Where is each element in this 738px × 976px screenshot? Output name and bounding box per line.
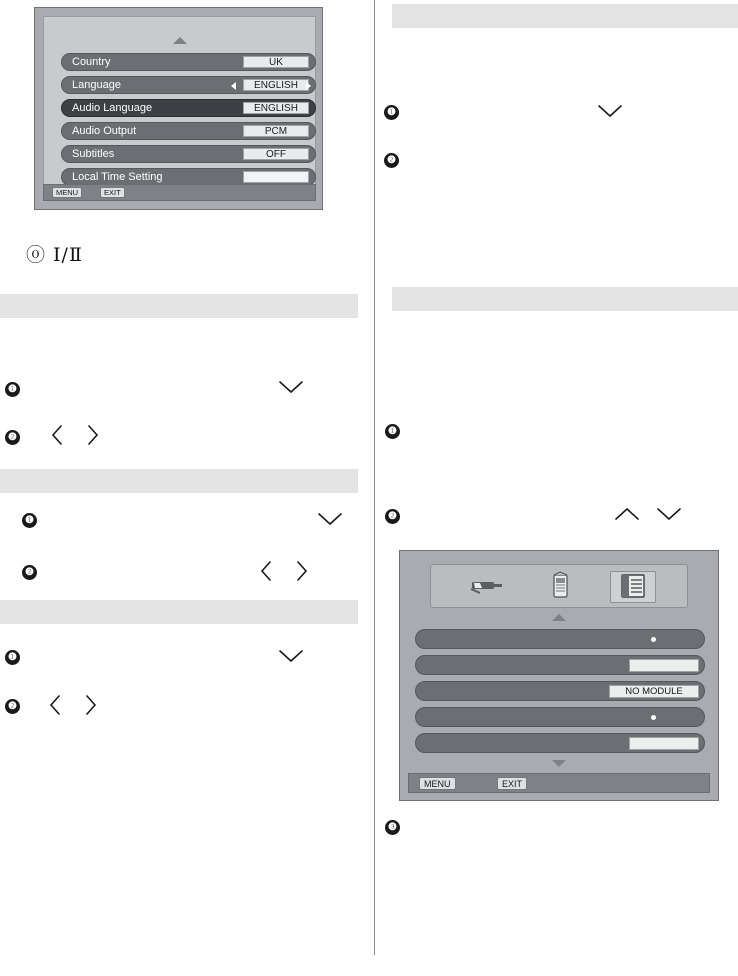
install-row-1[interactable] — [415, 629, 705, 649]
menu-row-value[interactable]: OFF — [243, 148, 309, 160]
menu-row-audio-language[interactable] — [61, 99, 316, 117]
step-number-2: ❷ — [5, 699, 20, 714]
installation-menu-screenshot — [399, 550, 719, 801]
step-number-1: ❶ — [5, 650, 20, 665]
chevron-down-icon — [317, 511, 343, 527]
chevron-down-icon — [278, 379, 304, 395]
tab-cam-module[interactable] — [537, 571, 583, 603]
radio-indicator — [651, 715, 656, 720]
adjust-right-arrow-icon[interactable] — [306, 82, 311, 90]
menu-key-button[interactable]: MENU — [52, 187, 82, 198]
exit-key-button[interactable]: EXIT — [497, 777, 527, 790]
menu-row-subtitles[interactable] — [61, 145, 316, 163]
menu-row-value[interactable] — [243, 171, 309, 183]
section-bar-3 — [0, 600, 358, 624]
chevron-down-icon — [597, 103, 623, 119]
menu-row-audio-output[interactable] — [61, 122, 316, 140]
step-number-2: ❷ — [22, 565, 37, 580]
install-row-value[interactable] — [629, 659, 699, 672]
sound-select-icon: ⓞ I/Ⅱ — [26, 244, 83, 266]
chevron-down-icon — [278, 648, 304, 664]
menu-row-label: Language — [72, 79, 121, 91]
menu-row-label: Audio Language — [72, 102, 153, 114]
menu-row-value[interactable]: ENGLISH — [243, 102, 309, 114]
menu-row-language[interactable] — [61, 76, 316, 94]
install-row-5[interactable] — [415, 733, 705, 753]
menu-row-label: Local Time Setting — [72, 171, 163, 183]
chevron-right-icon — [82, 694, 98, 716]
setup-menu-footer — [43, 184, 316, 201]
install-row-value[interactable] — [629, 737, 699, 750]
setup-menu-screenshot — [34, 7, 323, 210]
section-bar-4 — [392, 4, 738, 28]
tab-channel-list[interactable] — [610, 571, 656, 603]
radio-indicator — [651, 637, 656, 642]
scroll-up-arrow-icon[interactable] — [173, 37, 187, 44]
scroll-up-arrow-icon[interactable] — [552, 614, 566, 621]
chevron-right-icon — [293, 560, 309, 582]
menu-tab-strip — [430, 564, 688, 608]
install-row-4[interactable] — [415, 707, 705, 727]
step-number-2: ❷ — [5, 430, 20, 445]
install-row-3[interactable] — [415, 681, 705, 701]
section-bar-1 — [0, 294, 358, 318]
chevron-down-icon — [656, 506, 682, 522]
menu-key-button[interactable]: MENU — [419, 777, 456, 790]
step-number-1: ❶ — [5, 382, 20, 397]
section-bar-2 — [0, 469, 358, 493]
step-number-2: ❷ — [385, 509, 400, 524]
step-number-1: ❶ — [22, 513, 37, 528]
chevron-right-icon — [84, 424, 100, 446]
adjust-left-arrow-icon[interactable] — [231, 82, 236, 90]
section-bar-5 — [392, 287, 738, 311]
exit-key-button[interactable]: EXIT — [100, 187, 125, 198]
menu-row-country[interactable] — [61, 53, 316, 71]
install-row-value[interactable]: NO MODULE — [609, 685, 699, 698]
step-number-2: ❷ — [384, 153, 399, 168]
chevron-left-icon — [259, 560, 275, 582]
chevron-up-icon — [614, 506, 640, 522]
list-icon — [611, 572, 655, 600]
menu-row-value[interactable]: PCM — [243, 125, 309, 137]
tab-tuner[interactable] — [464, 571, 510, 603]
menu-row-value[interactable]: UK — [243, 56, 309, 68]
step-number-3: ❸ — [385, 820, 400, 835]
tuner-icon — [464, 571, 510, 601]
menu-row-label: Subtitles — [72, 148, 115, 160]
cam-module-icon — [537, 571, 583, 601]
scroll-down-arrow-icon[interactable] — [552, 760, 566, 767]
setup-menu-body — [43, 16, 316, 186]
chevron-left-icon — [48, 694, 64, 716]
menu-row-label: Audio Output — [72, 125, 137, 137]
installation-menu-footer — [408, 773, 710, 793]
right-column — [375, 0, 738, 976]
install-row-2[interactable] — [415, 655, 705, 675]
menu-row-label: Country — [72, 56, 111, 68]
step-number-1: ❶ — [384, 105, 399, 120]
step-number-1: ❶ — [385, 424, 400, 439]
chevron-left-icon — [50, 424, 66, 446]
menu-row-value[interactable]: ENGLISH — [243, 79, 309, 91]
